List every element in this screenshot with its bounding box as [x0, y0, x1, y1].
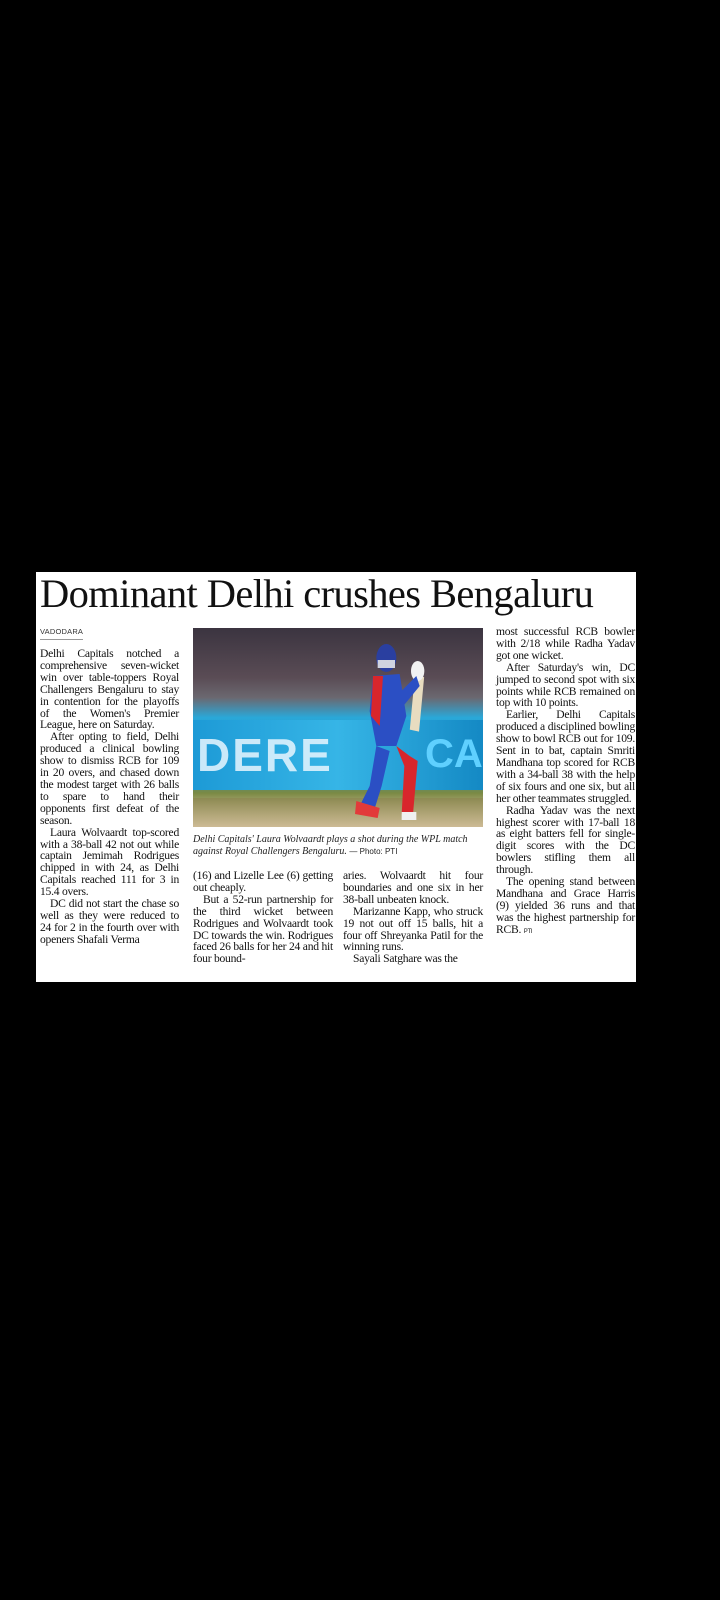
paragraph: Marizanne Kapp, who struck 19 not out off 15 balls, hit a four off Shreyanka Patil for the winning runs. [343, 904, 483, 954]
article-photo [193, 628, 483, 827]
paragraph: Sayali Satghare was the [353, 952, 458, 966]
article-column-4 [496, 626, 635, 939]
paragraph: Laura Wolvaardt top-scored with a 38-ball 42 not out while captain Jemimah Rodrigues chipped in with 24, as Delhi Capitals reached 111 for 3 in 15.4 overs. [40, 825, 179, 899]
paragraph: After Saturday's win, DC jumped to second spot with six points while RCB remained on top with 10 points. [496, 660, 635, 710]
paragraph: After opting to field, Delhi produced a clinical bowling show to dismiss RCB for 109 in 20 overs, and chased down the modest target with 26 balls to spare to hand their opponents first defeat of the season. [40, 730, 179, 827]
paragraph: Delhi Capitals notched a comprehensive seven-wicket win over table-toppers Royal Challengers Bengaluru to stay in contention for the playoffs of the Women's Premier League, here on Saturday. [40, 647, 179, 732]
cricketer-figure [343, 636, 443, 826]
headline: Dominant Delhi crushes Bengaluru [40, 571, 594, 616]
article-column-2 [193, 870, 333, 965]
end-mark: PTI [523, 928, 533, 935]
paragraph: DC did not start the chase so well as they were reduced to 24 for 2 in the fourth over with openers Shafali Verma [40, 897, 179, 946]
news-clipping [36, 572, 636, 982]
paragraph: Radha Yadav was the next highest scorer with 17-ball 18 as eight batters fell for single-digit scores with the DC bowlers stifling them all through. [496, 803, 635, 877]
paragraph: But a 52-run partnership for the third wicket between Rodrigues and Wolvaardt took DC towards the win. Rodrigues faced 26 balls for her 24 and hit four bound- [193, 892, 333, 966]
paragraph: most successful RCB bowler with 2/18 while Radha Yadav got one wicket. [496, 625, 635, 662]
dateline: VADODARA [40, 627, 83, 640]
paragraph: Earlier, Delhi Capitals produced a disciplined bowling show to bowl RCB out for 109. Sent in to bat, captain Smriti Mandhana top scored for RCB with a 34-ball 38 with the help of six fours and one six, but all her other teammates struggled. [496, 708, 635, 805]
paragraph-text: The opening stand between Mandhana and Grace Harris (9) yielded 36 runs and that was the highest partnership for RCB. [496, 875, 635, 936]
article-column-3 [343, 870, 483, 965]
paragraph: (16) and Lizelle Lee (6) getting out cheaply. [193, 869, 333, 894]
article-column-1 [40, 648, 179, 946]
board-lettering: DERE [197, 729, 333, 781]
photo-credit: — Photo: PTI [349, 847, 398, 856]
paragraph: aries. Wolvaardt hit four boundaries and one six in her 38-ball unbeaten knock. [343, 869, 483, 906]
board-lettering: CA [425, 732, 483, 776]
photo-caption [193, 834, 493, 858]
caption-text: Delhi Capitals' Laura Wolvaardt plays a shot during the WPL match against Royal Challengers Bengaluru. [193, 834, 468, 857]
paragraph [496, 876, 635, 939]
